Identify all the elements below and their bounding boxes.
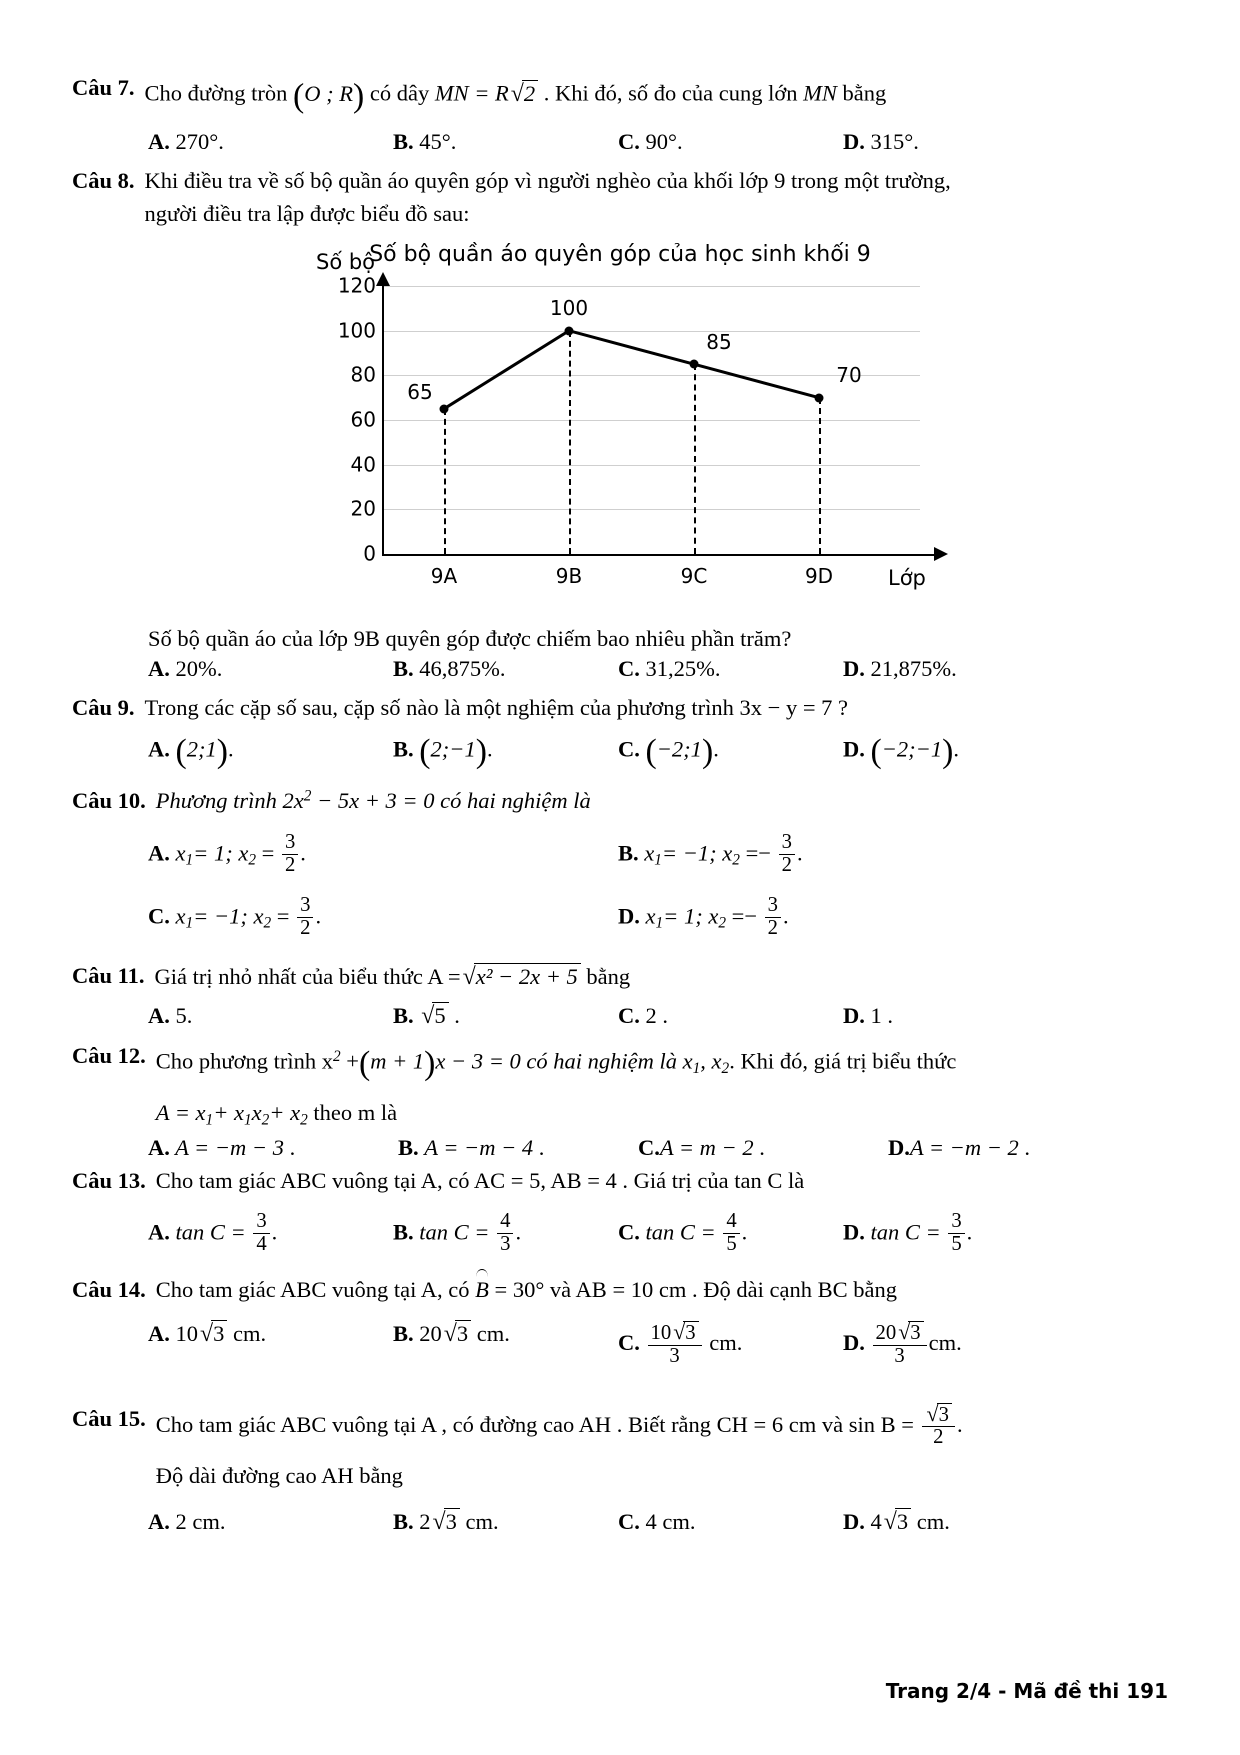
question-11: [72, 960, 1168, 995]
chart-series-line: [384, 286, 884, 554]
q9-answer-c[interactable]: C. (−2;1).: [618, 732, 719, 770]
question-11-answers: [72, 1003, 1168, 1030]
q7-circle: (O ; R): [293, 77, 365, 114]
q7-arc: MN: [803, 80, 837, 106]
q14-text-a: Cho tam giác ABC vuông tại A, có: [155, 1277, 470, 1303]
question-9-body: Trong các cặp số sau, cặp số nào là một nghiệm của phương trình 3x − y = 7 ?: [144, 695, 849, 721]
q10-answer-a[interactable]: A. $x_1= 1$; $x_2$ = $\frac{3}{2}$ .: [148, 831, 306, 877]
q11-answer-d[interactable]: D. 1 .: [843, 1002, 893, 1028]
q15-answer-a[interactable]: A. 2 cm.: [148, 1508, 226, 1534]
question-15: [72, 1400, 1168, 1493]
q12-answer-a[interactable]: A. A = −m − 3 .: [148, 1135, 296, 1161]
q12-answer-c[interactable]: C.A = m − 2 .: [638, 1135, 765, 1161]
q7-chord: MN = R: [434, 80, 509, 106]
q11-answer-c[interactable]: C. 2 .: [618, 1002, 668, 1028]
q8-line1: Khi điều tra về số bộ quần áo quyên góp vì người nghèo của khối lớp 9 trong một trường,: [144, 167, 951, 193]
q7-answer-c[interactable]: C. 90°.: [618, 128, 683, 154]
q15-line1: Cho tam giác ABC vuông tại A , có đường cao AH . Biết rằng CH = 6 cm và sin B = $\frac{√3}{2}$ .: [155, 1400, 963, 1449]
question-7: [72, 72, 1168, 121]
question-15-body: [155, 1400, 1168, 1493]
line-chart: [310, 242, 930, 622]
q8-answer-a[interactable]: A. 20%.: [148, 656, 223, 682]
question-10-label: Câu 10.: [72, 787, 146, 813]
ytick-0: 0: [363, 541, 376, 566]
q8-line2: người điều tra lập được biểu đồ sau:: [144, 200, 470, 226]
q7-answer-a[interactable]: A. 270°.: [148, 128, 224, 154]
question-12-answers: [72, 1135, 1168, 1161]
question-7-body: [145, 72, 1168, 121]
q7-text-d: bằng: [842, 80, 887, 106]
q15-line2: Độ dài đường cao AH bằng: [155, 1462, 403, 1488]
ytick-40: 40: [350, 452, 376, 477]
question-10-answers-row1: [72, 833, 1168, 877]
q10-text-a: Phương trình 2x: [155, 787, 304, 813]
q7-text-a: Cho đường tròn: [144, 80, 288, 106]
chart-title: Số bộ quần áo quyên góp của học sinh khối 9: [369, 242, 871, 268]
xtick-9A: 9A: [430, 564, 458, 589]
q10-text-b: − 5x + 3 = 0 có hai nghiệm là: [317, 787, 591, 813]
ytick-80: 80: [350, 363, 376, 388]
document-content: [72, 62, 1168, 1536]
datalabel-9D: 70: [836, 363, 862, 388]
page-footer: Trang 2/4 - Mã đề thi 191: [885, 1679, 1168, 1703]
y-axis-arrow-icon: [376, 272, 390, 286]
chart-x-axis-label: Lớp: [888, 566, 926, 591]
q10-answer-b[interactable]: B. $x_1= -1$; $x_2$ =− $\frac{3}{2}$ .: [618, 831, 803, 877]
question-12-label: Câu 12.: [72, 1042, 146, 1068]
question-9-label: Câu 9.: [72, 695, 135, 721]
question-14-answers: [72, 1321, 1168, 1368]
ytick-60: 60: [350, 407, 376, 432]
q15-answer-c[interactable]: C. 4 cm.: [618, 1508, 696, 1534]
xtick-9C: 9C: [680, 564, 708, 589]
chart-plot-area: [337, 273, 884, 589]
question-12: [72, 1040, 1168, 1131]
question-8-answers: [72, 656, 1168, 682]
question-14: [72, 1274, 1168, 1307]
question-8-label: Câu 8.: [72, 167, 135, 193]
q13-answer-b[interactable]: B. tan C = $\frac{4}{3}$ .: [393, 1209, 522, 1255]
question-11-body: [155, 960, 1168, 995]
q15-answer-d[interactable]: D. 4√3 cm.: [843, 1508, 950, 1535]
q7-text-b: có dây: [369, 80, 430, 106]
datapoint-9C: [690, 360, 699, 369]
question-9-answers: [72, 733, 1168, 771]
q9-answer-a[interactable]: A. (2;1).: [148, 732, 234, 770]
q13-answer-d[interactable]: D. tan C = $\frac{3}{5}$ .: [843, 1209, 973, 1255]
question-14-body: [156, 1274, 1168, 1307]
question-12-body: [156, 1040, 1168, 1131]
q11-answer-a[interactable]: A. 5.: [148, 1002, 193, 1028]
q14-text-b: = 30° và AB = 10 cm . Độ dài cạnh BC bằng: [494, 1277, 897, 1303]
xtick-9D: 9D: [804, 564, 834, 589]
q8-answer-c[interactable]: C. 31,25%.: [618, 656, 721, 682]
q12-line2: $A = x_1+ x_1x_2+ x_2$ theo m là: [155, 1099, 398, 1129]
q11-answer-b[interactable]: B. √5 .: [393, 1002, 460, 1029]
q15-answer-b[interactable]: B. 2√3 cm.: [393, 1508, 499, 1535]
question-11-label: Câu 11.: [72, 963, 145, 989]
question-13-body: Cho tam giác ABC vuông tại A, có AC = 5, AB = 4 . Giá trị của tan C là: [155, 1168, 805, 1194]
q8-answer-d[interactable]: D. 21,875%.: [843, 656, 957, 682]
q8-sub-question: Số bộ quần áo của lớp 9B quyên góp được chiếm bao nhiêu phần trăm?: [148, 626, 792, 652]
q9-answer-b[interactable]: B. (2;−1).: [393, 732, 493, 770]
question-9: [72, 692, 1168, 725]
ytick-20: 20: [350, 497, 376, 522]
q14-angle-b: B: [475, 1274, 489, 1307]
question-8-body: [145, 165, 1168, 230]
question-13: [72, 1165, 1168, 1198]
q14-answer-d[interactable]: D. $\frac{20√3}{3}$ cm.: [843, 1319, 962, 1367]
q12-line1: Cho phương trình $x^2 +(m + 1)x - 3 = 0$ có hai nghiệm là $x_1$, $x_2$. Khi đó, giá trị biểu thức: [155, 1044, 957, 1082]
question-10-body: [156, 785, 1168, 818]
ytick-120: 120: [337, 273, 376, 298]
q14-answer-c[interactable]: C. $\frac{10√3}{3}$ cm.: [618, 1319, 743, 1367]
datapoint-9B: [565, 326, 574, 335]
q7-answer-b[interactable]: B. 45°.: [393, 128, 457, 154]
q11-text-b: bằng: [586, 964, 631, 990]
q7-text-c: . Khi đó, số đo của cung lớn: [543, 80, 798, 106]
q13-answer-a[interactable]: A. tan C = $\frac{3}{4}$ .: [148, 1209, 278, 1255]
q10-answer-d[interactable]: D. $x_1= 1$; $x_2$ =− $\frac{3}{2}$ .: [618, 893, 789, 939]
q13-answer-c[interactable]: C. tan C = $\frac{4}{5}$ .: [618, 1209, 748, 1255]
q11-text-a: Giá trị nhỏ nhất của biểu thức A =: [154, 964, 461, 990]
question-13-label: Câu 13.: [72, 1168, 146, 1194]
question-15-label: Câu 15.: [72, 1405, 146, 1431]
q14-answer-b[interactable]: B. 20√3 cm.: [393, 1321, 510, 1348]
q7-answer-d[interactable]: D. 315°.: [843, 128, 919, 154]
question-10: [72, 785, 1168, 818]
chart-y-axis-label: Số bộ: [316, 250, 376, 275]
datapoint-9D: [815, 393, 824, 402]
q12-answer-b[interactable]: B. A = −m − 4 .: [398, 1135, 545, 1161]
q9-answer-d[interactable]: D. (−2;−1).: [843, 732, 959, 770]
question-8: [72, 165, 1168, 230]
ytick-100: 100: [337, 318, 376, 343]
question-7-label: Câu 7.: [72, 75, 135, 100]
datalabel-9B: 100: [549, 296, 589, 321]
datalabel-9A: 65: [407, 380, 433, 405]
q12-answer-d[interactable]: D.A = −m − 2 .: [888, 1135, 1031, 1161]
datapoint-9A: [440, 405, 449, 414]
question-13-answers: [72, 1209, 1168, 1256]
question-10-answers-row2: [72, 893, 1168, 940]
question-14-label: Câu 14.: [72, 1277, 146, 1303]
x-axis-arrow-icon: [934, 547, 948, 561]
q7-sqrt2: √2: [509, 77, 538, 112]
q8-answer-b[interactable]: B. 46,875%.: [393, 656, 506, 682]
datalabel-9C: 85: [706, 330, 732, 355]
question-7-answers: [72, 129, 1168, 155]
xtick-9B: 9B: [555, 564, 583, 589]
q14-answer-a[interactable]: A. 10√3 cm.: [148, 1321, 267, 1348]
q11-sqrt: √x² − 2x + 5: [461, 960, 581, 995]
q10-answer-c[interactable]: C. $x_1= -1$; $x_2$ = $\frac{3}{2}$ .: [148, 893, 322, 939]
chart-container: [72, 242, 1168, 622]
q10-exponent: 2: [303, 787, 312, 805]
question-15-answers: [72, 1509, 1168, 1536]
